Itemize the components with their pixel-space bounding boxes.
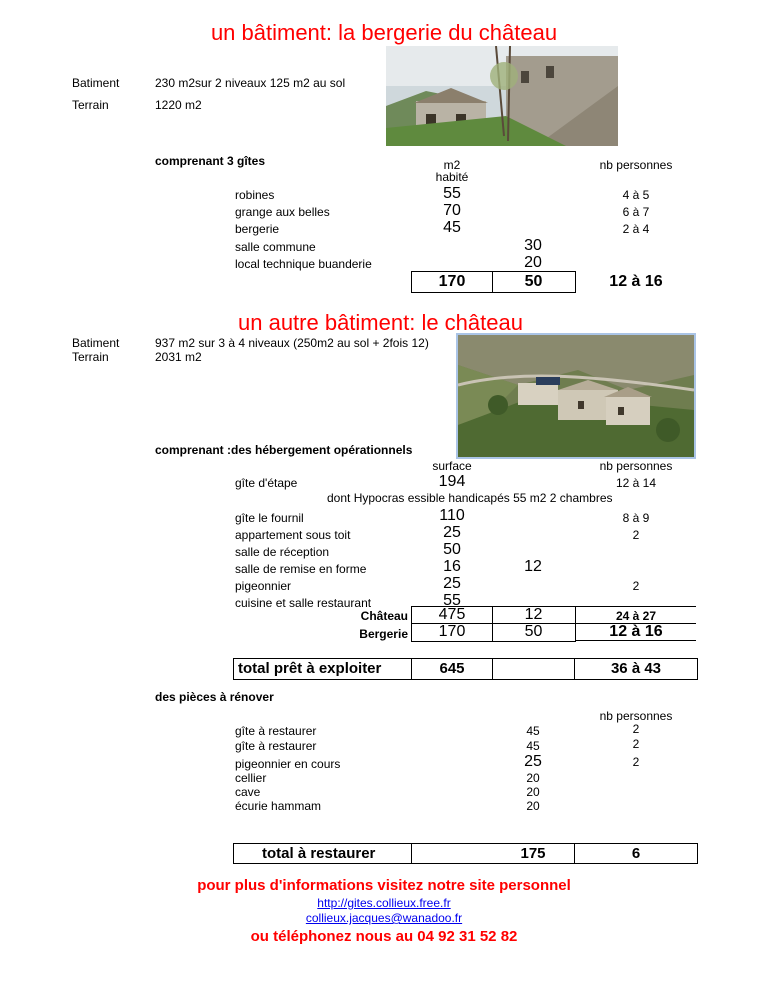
batiment-value: 937 m2 sur 3 à 4 niveaux (250m2 au sol + 2fois 12) <box>155 336 429 350</box>
col-persons-header: nb personnes <box>599 709 673 723</box>
gite-etape-persons: 12 à 14 <box>615 476 657 490</box>
item-name: bergerie <box>235 222 280 236</box>
item-surface: 20 <box>526 771 540 785</box>
bergerie-other: 50 <box>524 623 543 640</box>
terrain-value: 2031 m2 <box>155 350 202 364</box>
item-name: cave <box>235 785 261 799</box>
item-other: 12 <box>524 558 542 575</box>
total-restaurer-label: total à restaurer <box>262 845 376 862</box>
item-surface: 45 <box>526 739 540 753</box>
item-name: gîte le fournil <box>235 511 304 525</box>
col-persons-header: nb personnes <box>599 158 673 172</box>
item-name: salle de réception <box>235 545 330 559</box>
item-name: local technique buanderie <box>235 257 372 271</box>
item-other: 20 <box>524 254 542 271</box>
website-link[interactable]: http://gites.collieux.free.fr <box>317 896 451 910</box>
item-name: pigeonnier <box>235 579 292 593</box>
chateau-other: 12 <box>524 606 543 623</box>
chateau-photo <box>456 333 696 459</box>
note: dont Hypocras essible handicapés 55 m2 2 chambres <box>327 491 613 505</box>
item-surface: 110 <box>439 507 465 524</box>
item-m2: 70 <box>443 202 461 219</box>
total-exploiter-persons: 36 à 43 <box>610 660 662 677</box>
chateau-surface: 475 <box>438 606 466 623</box>
total-m2: 170 <box>438 273 466 290</box>
divider <box>574 658 575 679</box>
item-surface: 55 <box>443 592 461 609</box>
item-other: 30 <box>524 237 542 254</box>
divider <box>411 843 412 863</box>
item-surface: 50 <box>443 541 461 558</box>
item-persons: 2 <box>632 579 640 593</box>
item-name: cellier <box>235 771 267 785</box>
item-persons: 2 <box>632 737 640 751</box>
total-restaurer-persons: 6 <box>631 845 641 862</box>
email-link[interactable]: collieux.jacques@wanadoo.fr <box>305 911 463 925</box>
item-persons: 2 <box>632 755 640 769</box>
item-persons: 8 à 9 <box>622 511 650 525</box>
total-exploiter-surface: 645 <box>439 660 465 677</box>
item-surface: 16 <box>443 558 461 575</box>
item-m2: 45 <box>443 219 461 236</box>
item-m2: 55 <box>443 185 461 202</box>
col-surface-header: surface <box>432 459 472 473</box>
col-persons-header: nb personnes <box>599 459 673 473</box>
item-name: gîte à restaurer <box>235 724 317 738</box>
item-name: salle commune <box>235 240 316 254</box>
divider <box>574 843 575 863</box>
col-m2-header: m2 <box>443 158 461 172</box>
section2-title: un autre bâtiment: le château <box>238 310 523 335</box>
terrain-label: Terrain <box>72 98 109 112</box>
section1-title: un bâtiment: la bergerie du château <box>210 20 558 45</box>
gite-etape-name: gîte d'étape <box>235 476 298 490</box>
divider <box>492 658 493 679</box>
item-name: gîte à restaurer <box>235 739 317 753</box>
item-surface: 25 <box>443 575 461 592</box>
item-persons: 4 à 5 <box>622 188 650 202</box>
col-habite-header: habité <box>435 170 469 184</box>
item-name: salle de remise en forme <box>235 562 367 576</box>
item-surface: 20 <box>526 799 540 813</box>
item-persons: 2 <box>632 528 640 542</box>
item-name: grange aux belles <box>235 205 330 219</box>
item-surface: 25 <box>443 524 461 541</box>
terrain-value: 1220 m2 <box>155 98 202 112</box>
divider <box>576 606 696 607</box>
terrain-label: Terrain <box>72 350 109 364</box>
bergerie-persons: 12 à 16 <box>609 623 663 640</box>
footer-phone: ou téléphonez nous au 04 92 31 52 82 <box>250 928 518 945</box>
total-persons: 12 à 16 <box>609 273 663 290</box>
chateau-label: Château <box>360 609 408 623</box>
item-surface: 25 <box>524 753 542 770</box>
item-persons: 6 à 7 <box>622 205 650 219</box>
item-name: pigeonnier en cours <box>235 757 341 771</box>
section2-subheading: comprenant :des hébergement opérationnels <box>155 443 413 457</box>
batiment-value: 230 m2sur 2 niveaux 125 m2 au sol <box>155 76 346 90</box>
gite-etape-surface: 194 <box>438 473 466 490</box>
section1-subheading: comprenant 3 gîtes <box>155 154 266 168</box>
batiment-label: Batiment <box>72 336 120 350</box>
item-surface: 20 <box>526 785 540 799</box>
item-name: robines <box>235 188 275 202</box>
section3-heading: des pièces à rénover <box>155 690 274 704</box>
total-other: 50 <box>524 273 543 290</box>
batiment-label: Batiment <box>72 76 120 90</box>
item-surface: 45 <box>526 724 540 738</box>
bergerie-photo <box>386 46 618 146</box>
item-name: cuisine et salle restaurant <box>235 596 372 610</box>
item-name: écurie hammam <box>235 799 322 813</box>
total-exploiter-label: total prêt à exploiter <box>238 660 382 677</box>
bergerie-surface: 170 <box>438 623 466 640</box>
chateau-persons: 24 à 27 <box>615 609 657 623</box>
item-name: appartement sous toit <box>235 528 351 542</box>
footer-info: pour plus d'informations visitez notre site personnel <box>197 877 571 894</box>
total-restaurer-surface: 175 <box>520 845 546 862</box>
item-persons: 2 <box>632 722 640 736</box>
item-persons: 2 à 4 <box>622 222 650 236</box>
bergerie-label: Bergerie <box>359 627 408 641</box>
